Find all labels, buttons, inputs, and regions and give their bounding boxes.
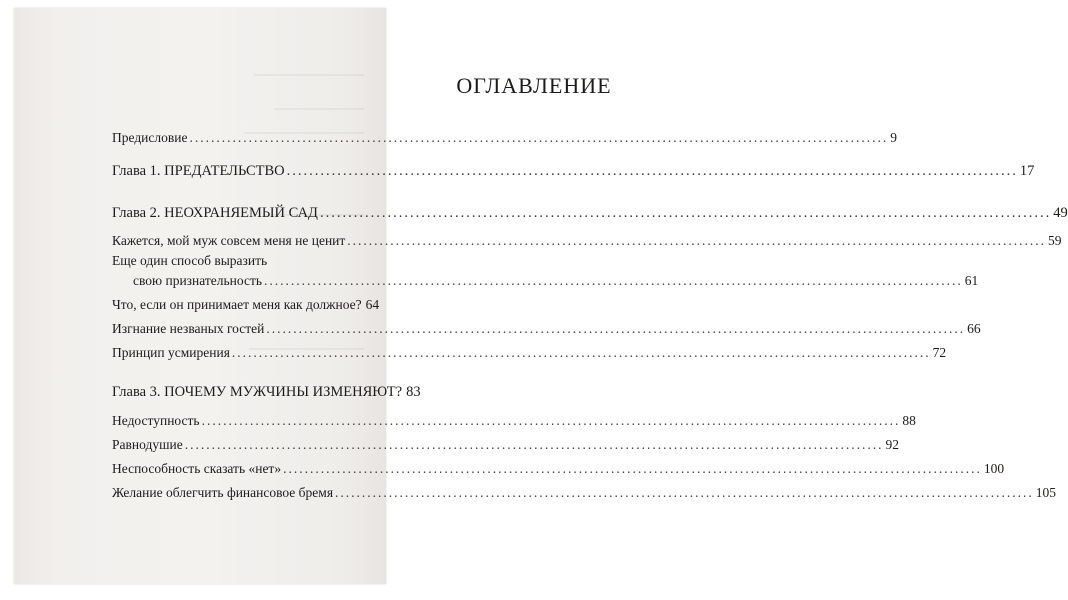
toc-entry-chapter-2	[112, 205, 1068, 221]
leader-dots	[264, 273, 963, 289]
toc-entry-label: Неспособность сказать «нет»	[112, 461, 282, 476]
toc-entry-label: Изгнание незваных гостей	[112, 321, 265, 336]
page-title: ОГЛАВЛЕНИЕ	[456, 73, 612, 98]
leader-dots	[202, 413, 901, 429]
toc-entry-label-line1: Еще один способ выразить	[112, 253, 268, 268]
leader-dots	[347, 233, 1046, 249]
toc-entry	[112, 485, 1057, 501]
toc-entry-page: 100	[983, 461, 1005, 476]
toc-entry-label: Что, если он принимает меня как должное?	[112, 297, 362, 312]
toc-entry-label: Равнодушие	[112, 437, 183, 452]
toc-entry-page: 17	[1019, 163, 1035, 179]
toc-entry	[112, 273, 979, 289]
leader-dots	[185, 437, 884, 453]
toc-entry-page: 9	[890, 130, 897, 145]
toc-entry-chapter-1	[112, 163, 1035, 179]
toc-entry-label: Желание облегчить финансовое бремя	[112, 485, 334, 500]
toc-entry	[112, 321, 981, 337]
toc-entry-chapter-3	[112, 384, 421, 400]
leader-dots	[320, 205, 1051, 221]
leader-dots	[189, 130, 888, 146]
toc-entry-page: 66	[967, 321, 981, 336]
toc-entry-page: 59	[1048, 233, 1062, 248]
toc-entry	[112, 233, 1062, 249]
toc-entry-label: Недоступность	[112, 413, 200, 428]
bleed-through-line	[274, 108, 364, 110]
toc-entry-label-line2: свою признательность	[133, 273, 263, 288]
toc-entry-page: 49	[1053, 205, 1068, 221]
toc-entry-label: Глава 2. НЕОХРАНЯЕМЫЙ САД	[112, 205, 318, 221]
toc-entry	[112, 437, 899, 453]
toc-entry-page: 64	[365, 297, 380, 312]
toc-entry-page: 92	[885, 437, 899, 452]
toc-entry-label: Глава 3. ПОЧЕМУ МУЖЧИНЫ ИЗМЕНЯЮТ?	[112, 384, 403, 400]
toc-entry-preface	[112, 130, 897, 146]
toc-entry	[112, 461, 1005, 477]
toc-entry	[112, 345, 947, 361]
toc-entry-label: Глава 1. ПРЕДАТЕЛЬСТВО	[112, 163, 285, 179]
leader-dots	[283, 461, 982, 477]
toc-entry-page: 72	[932, 345, 947, 360]
toc-entry-label: Принцип усмирения	[112, 345, 230, 360]
toc-entry	[112, 413, 916, 429]
toc-entry-label: Кажется, мой муж совсем меня не ценит	[112, 233, 346, 248]
toc-entry-page: 105	[1035, 485, 1057, 500]
toc-entry-page: 88	[902, 413, 916, 428]
leader-dots	[266, 321, 965, 337]
toc-entry-page: 83	[406, 384, 421, 400]
leader-dots	[287, 163, 1018, 179]
toc-entry-page: 61	[964, 273, 979, 288]
toc-entry	[112, 297, 378, 313]
toc-entry-label: Предисловие	[112, 130, 188, 145]
leader-dots	[335, 485, 1034, 501]
leader-dots	[232, 345, 931, 361]
